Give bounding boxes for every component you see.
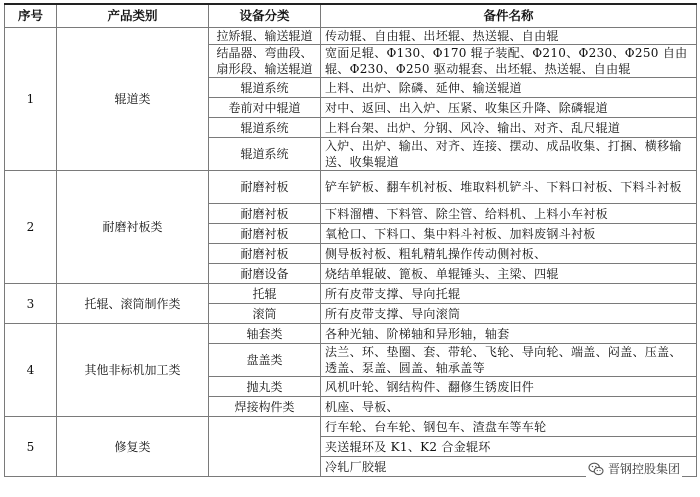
table-row — [5, 28, 697, 45]
device-cell: 耐磨设备 — [209, 264, 321, 284]
parts-cell: 夹送辊环及 K1、K2 合金辊环 — [321, 437, 697, 457]
group-category: 辊道类 — [57, 28, 209, 171]
device-cell: 卷前对中辊道 — [209, 98, 321, 118]
parts-cell: 传动辊、自由辊、出坯辊、热送辊、自由辊 — [321, 28, 697, 45]
parts-cell: 各种光轴、阶梯轴和异形轴，轴套 — [321, 324, 697, 344]
device-cell: 耐磨衬板 — [209, 224, 321, 244]
device-cell: 轴套类 — [209, 324, 321, 344]
watermark — [586, 460, 682, 477]
table-row — [5, 417, 697, 437]
table-row — [5, 284, 697, 304]
parts-cell: 上料、出炉、除磷、延伸、输送辊道 — [321, 78, 697, 98]
parts-cell: 所有皮带支撑、导向滚筒 — [321, 304, 697, 324]
group-category: 其他非标机加工类 — [57, 324, 209, 417]
wechat-icon — [588, 461, 604, 477]
parts-cell: 铲车铲板、翻车机衬板、堆取料机铲斗、下料口衬板、下料斗衬板 — [321, 171, 697, 204]
group-category: 托辊、滚筒制作类 — [57, 284, 209, 324]
group-no: 4 — [5, 324, 57, 417]
device-cell: 辊道系统 — [209, 138, 321, 171]
group-no: 2 — [5, 171, 57, 284]
parts-cell: 下料溜槽、下料管、除尘管、给料机、上料小车衬板 — [321, 204, 697, 224]
header-device: 设备分类 — [209, 4, 321, 28]
parts-cell: 入炉、出炉、输出、对齐、连接、摆动、成品收集、打捆、横移输送、收集辊道 — [321, 138, 697, 171]
parts-table — [4, 3, 697, 477]
header-category: 产品类别 — [57, 4, 209, 28]
group-no: 5 — [5, 417, 57, 477]
device-cell: 托辊 — [209, 284, 321, 304]
group-category: 耐磨衬板类 — [57, 171, 209, 284]
parts-cell: 对中、返回、出入炉、压紧、收集区升降、除磷辊道 — [321, 98, 697, 118]
device-cell: 拉矫辊、输送辊道 — [209, 28, 321, 45]
table-header-row — [5, 4, 697, 28]
parts-cell: 冷轧厂胶辊 — [321, 457, 697, 477]
parts-cell: 侧导板衬板、粗轧精轧操作传动侧衬板、 — [321, 244, 697, 264]
device-cell: 耐磨衬板 — [209, 204, 321, 224]
table-row — [5, 171, 697, 204]
device-cell: 耐磨衬板 — [209, 244, 321, 264]
device-cell — [209, 417, 321, 477]
table-row — [5, 324, 697, 344]
device-cell: 耐磨衬板 — [209, 171, 321, 204]
parts-cell: 上料台架、出炉、分钢、风冷、输出、对齐、乱尺辊道 — [321, 118, 697, 138]
device-cell: 抛丸类 — [209, 377, 321, 397]
device-cell: 焊接构件类 — [209, 397, 321, 417]
device-cell: 滚筒 — [209, 304, 321, 324]
parts-cell: 烧结单辊破、篦板、单辊锤头、主梁、四辊 — [321, 264, 697, 284]
watermark-text: 晋钢控股集团 — [607, 462, 680, 476]
parts-cell: 法兰、环、垫圈、套、带轮、飞轮、导向轮、端盖、闷盖、压盖、透盖、泵盖、圆盖、轴承盖等 — [321, 344, 697, 377]
device-cell: 盘盖类 — [209, 344, 321, 377]
parts-cell: 行车轮、台车轮、钢包车、渣盘车等车轮 — [321, 417, 697, 437]
parts-cell: 氧枪口、下料口、集中料斗衬板、加料废钢斗衬板 — [321, 224, 697, 244]
group-no: 1 — [5, 28, 57, 171]
group-no: 3 — [5, 284, 57, 324]
parts-cell: 风机叶轮、钢结构件、翻修生锈废旧件 — [321, 377, 697, 397]
header-parts: 备件名称 — [321, 4, 697, 28]
device-cell: 结晶器、弯曲段、扇形段、输送辊道 — [209, 45, 321, 78]
header-no: 序号 — [5, 4, 57, 28]
parts-cell: 所有皮带支撑、导向托辊 — [321, 284, 697, 304]
device-cell: 辊道系统 — [209, 118, 321, 138]
device-cell: 辊道系统 — [209, 78, 321, 98]
parts-cell: 宽面足辊、Φ130、Φ170 辊子装配、Φ210、Φ230、Φ250 自由辊、Φ230、Φ250 驱动辊套、出坯辊、热送辊、自由辊 — [321, 45, 697, 78]
group-category: 修复类 — [57, 417, 209, 477]
parts-cell: 机座、导板、 — [321, 397, 697, 417]
